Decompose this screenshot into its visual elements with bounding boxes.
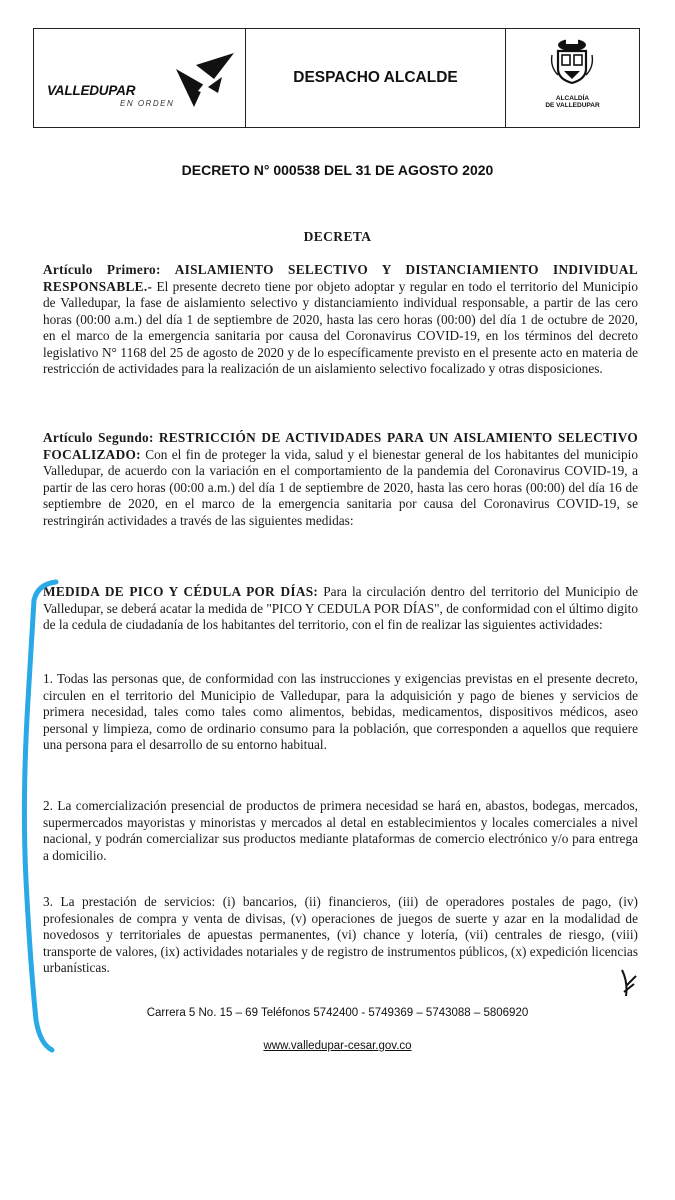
document-header bbox=[33, 28, 640, 128]
logo-cell bbox=[34, 29, 246, 127]
logo-text: VALLEDUPAR bbox=[47, 83, 136, 98]
municipal-seal-icon bbox=[546, 35, 598, 87]
seal-cell bbox=[506, 29, 639, 127]
seal-text-line2: DE VALLEDUPAR bbox=[545, 102, 600, 109]
handwritten-initial-icon bbox=[618, 966, 642, 1002]
article-first bbox=[43, 262, 638, 378]
article-second-label: Artículo Segundo: bbox=[43, 430, 154, 445]
decreta-heading: DECRETA bbox=[303, 229, 372, 244]
seal-text-line1: ALCALDÍA bbox=[555, 95, 590, 102]
logo-subtext: EN ORDEN bbox=[120, 99, 175, 108]
list-item: 3. La prestación de servicios: (i) bancarios, (ii) financieros, (iii) de operadores postales de pago, (iv) profesionales de compra y venta de divisas, (v) operaciones de juegos de suerte y azar en la modalidad de novedosos y territoriales de apuestas permanentes, (vi) chance y lotería, (vii) centrales de riesgo, (viii) transporte de valores, (ix) actividades notariales y de registro de instrumentos públicos, (x) expedición licencias urbanísticas. bbox=[43, 894, 638, 975]
article-second-body: Con el fin de proteger la vida, salud y el bienestar general de los habitantes del municipio Valledupar, de acuerdo con la variación en el comportamiento de la pandemia del Coronavirus COVID-19, a partir de las cero horas (00:00 a.m.) del día 1 de septiembre de 2020, hasta las cero horas (00:00) del día 16 de septiembre de 2020, en el marco de la emergencia sanitaria por causa del Coronavirus COVID-19, se restringirán actividades a través de las siguientes medidas: bbox=[43, 446, 638, 528]
header-title-cell bbox=[246, 29, 506, 127]
article-first-body: El presente decreto tiene por objeto adoptar y regular en todo el territorio del Municipio de Valledupar, la fase de aislamiento selectivo y distanciamiento individual responsable, a partir de las cero horas (00:00 a.m.) del día 1 de septiembre de 2020, hasta las cero horas (00:00) del día 1 de octubre de 2020, en el marco de la emergencia sanitaria por causa del Coronavirus COVID-19, en los términos del decreto legislativo N° 1168 del 25 de agosto de 2020 y de lo específicamente previsto en el presente acto en materia de restricción de actividades para la realización de un aislamiento selectivo focalizado y otras disposiciones. bbox=[43, 278, 638, 376]
article-first-label: Artículo Primero: bbox=[43, 262, 161, 277]
measure-heading: MEDIDA DE PICO Y CÉDULA POR DÍAS: bbox=[43, 584, 319, 599]
list-item: 1. Todas las personas que, de conformidad con las instrucciones y exigencias previstas en el presente decreto, circulen en el territorio del Municipio de Valledupar, para la adquisición y pago de bienes y servicios de primera necesidad, tales como tales como alimentos, bebidas, medicamentos, dispositivos médicos, aseo personal y limpieza, como de ordinario consumo para la población, que corresponden a aquellos que requiere una persona para el desarrollo de su entorno habitual. bbox=[43, 671, 638, 752]
article-second bbox=[43, 430, 638, 529]
article-second-heading: RESTRICCIÓN DE ACTIVIDADES PARA UN AISLAMIENTO SELECTIVO FOCALIZADO: bbox=[43, 430, 638, 462]
header-title: DESPACHO ALCALDE bbox=[293, 69, 458, 86]
footer-address: Carrera 5 No. 15 – 69 Teléfonos 5742400 - 5749369 – 5743088 – 5806920 bbox=[146, 1007, 529, 1019]
measure-body: Para la circulación dentro del territorio del Municipio de Valledupar, se deberá acatar la medida de "PICO Y CEDULA POR DÍAS", de conformidad con el último digito de la cedula de ciudadanía de los habitantes del territorio, con el fin de realizar las siguientes actividades: bbox=[43, 584, 639, 632]
measure-pico-cedula bbox=[43, 584, 638, 634]
footer-url[interactable]: www.valledupar-cesar.gov.co bbox=[263, 1040, 412, 1052]
decree-title: DECRETO N° 000538 DEL 31 DE AGOSTO 2020 bbox=[181, 162, 494, 178]
article-first-heading: AISLAMIENTO SELECTIVO Y DISTANCIAMIENTO INDIVIDUAL RESPONSABLE.- bbox=[43, 262, 639, 294]
list-item: 2. La comercialización presencial de productos de primera necesidad se hará en, abastos, bodegas, mercados, supermercados mayoristas y minoristas y mercados al detal en establecimientos y locales comerciales a nivel nacional, y podrán comercializar sus productos mediante plataformas de comercio electrónico y/o para entrega a domicilio. bbox=[43, 798, 638, 863]
valledupar-logo-icon bbox=[174, 51, 236, 113]
